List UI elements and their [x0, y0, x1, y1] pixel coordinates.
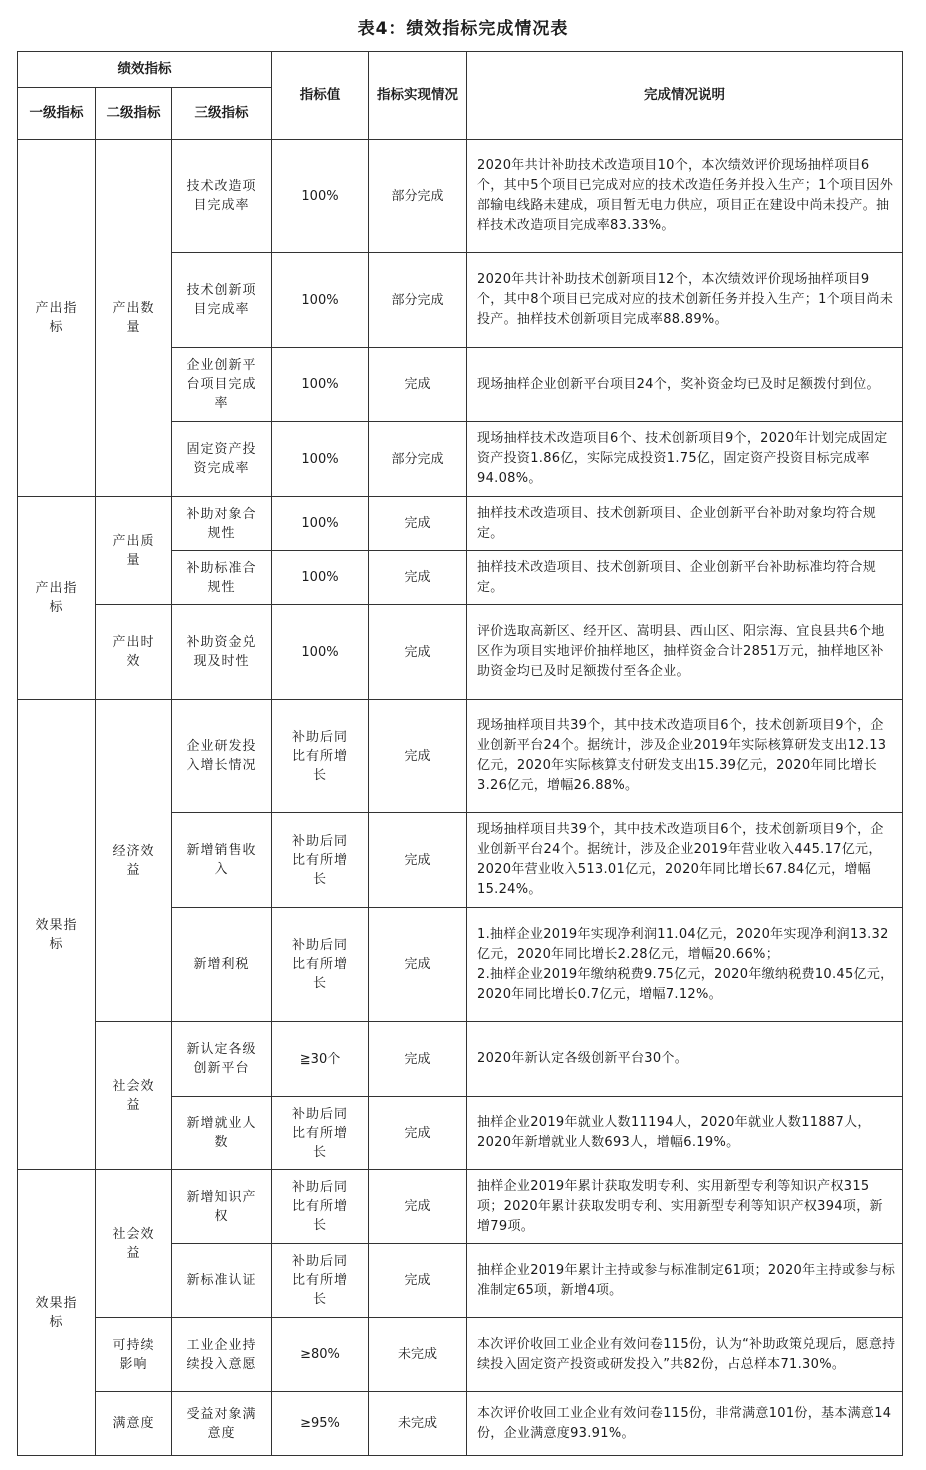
note-cell: 抽样企业2019年累计获取发明专利、实用新型专利等知识产权315项；2020年累计获取发明专利、实用新型专利等知识产权394项，新增79项。 [467, 1170, 903, 1244]
level1-cell: 产出指标 [18, 140, 96, 497]
value-cell: 100% [272, 551, 369, 605]
note-cell: 现场抽样技术改造项目6个、技术创新项目9个，2020年计划完成固定资产投资1.86亿，实际完成投资1.75亿，固定资产投资目标完成率94.08%。 [467, 422, 903, 497]
level3-cell: 新增就业人数 [172, 1097, 272, 1170]
level3-cell: 技术创新项目完成率 [172, 253, 272, 348]
level3-cell: 企业创新平台项目完成率 [172, 348, 272, 422]
status-cell: 完成 [369, 1170, 467, 1244]
table-row [18, 140, 903, 253]
level3-cell: 新认定各级创新平台 [172, 1022, 272, 1097]
header-level2: 二级指标 [96, 88, 172, 140]
note-cell: 抽样企业2019年累计主持或参与标准制定61项；2020年主持或参与标准制定65项，新增4项。 [467, 1244, 903, 1318]
level1-cell: 效果指标 [18, 1170, 96, 1456]
status-cell: 完成 [369, 348, 467, 422]
note-cell: 抽样技术改造项目、技术创新项目、企业创新平台补助标准均符合规定。 [467, 551, 903, 605]
value-cell: 100% [272, 422, 369, 497]
header-group: 绩效指标 [18, 52, 272, 88]
level3-cell: 补助对象合规性 [172, 497, 272, 551]
performance-table [17, 51, 903, 1456]
level3-cell: 新增销售收入 [172, 813, 272, 908]
note-cell: 本次评价收回工业企业有效问卷115份，非常满意101份，基本满意14份，企业满意度93.91%。 [467, 1392, 903, 1456]
status-cell: 未完成 [369, 1392, 467, 1456]
level2-cell: 产出时效 [96, 605, 172, 700]
note-cell: 现场抽样企业创新平台项目24个，奖补资金均已及时足额拨付到位。 [467, 348, 903, 422]
status-cell: 完成 [369, 497, 467, 551]
header-level1: 一级指标 [18, 88, 96, 140]
value-cell: 补助后同比有所增长 [272, 813, 369, 908]
status-cell: 完成 [369, 700, 467, 813]
note-cell: 抽样技术改造项目、技术创新项目、企业创新平台补助对象均符合规定。 [467, 497, 903, 551]
status-cell: 完成 [369, 1244, 467, 1318]
note-cell: 现场抽样项目共39个，其中技术改造项目6个，技术创新项目9个，企业创新平台24个。据统计，涉及企业2019年营业收入445.17亿元，2020年营业收入513.01亿元，2020年同比增长67.84亿元，增幅15.24%。 [467, 813, 903, 908]
level1-cell: 产出指标 [18, 497, 96, 700]
status-cell: 部分完成 [369, 140, 467, 253]
note-cell: 本次评价收回工业企业有效问卷115份，认为“补助政策兑现后，愿意持续投入固定资产投资或研发投入”共82份，占总样本71.30%。 [467, 1318, 903, 1392]
level2-cell: 可持续影响 [96, 1318, 172, 1392]
value-cell: 补助后同比有所增长 [272, 1244, 369, 1318]
value-cell: 补助后同比有所增长 [272, 908, 369, 1022]
level3-cell: 补助标准合规性 [172, 551, 272, 605]
header-note: 完成情况说明 [467, 52, 903, 140]
value-cell: 100% [272, 605, 369, 700]
note-cell: 评价选取高新区、经开区、嵩明县、西山区、阳宗海、宜良县共6个地区作为项目实地评价抽样地区，抽样资金合计2851万元，抽样地区补助资金均已及时足额拨付至各企业。 [467, 605, 903, 700]
status-cell: 未完成 [369, 1318, 467, 1392]
note-cell: 2020年新认定各级创新平台30个。 [467, 1022, 903, 1097]
status-cell: 完成 [369, 605, 467, 700]
value-cell: ≥95% [272, 1392, 369, 1456]
table-row [18, 1392, 903, 1456]
table-title: 表4：绩效指标完成情况表 [357, 19, 569, 39]
table-row [18, 700, 903, 813]
table-row [18, 497, 903, 551]
level3-cell: 新增利税 [172, 908, 272, 1022]
level2-cell: 经济效益 [96, 700, 172, 1022]
status-cell: 完成 [369, 908, 467, 1022]
table-row [18, 1170, 903, 1244]
status-cell: 完成 [369, 551, 467, 605]
note-cell: 2020年共计补助技术改造项目10个，本次绩效评价现场抽样项目6个，其中5个项目已完成对应的技术改造任务并投入生产；1个项目因外部输电线路未建成，项目暂无电力供应，项目正在建设中尚未投产。抽样技术改造项目完成率83.33%。 [467, 140, 903, 253]
level2-cell: 社会效益 [96, 1170, 172, 1318]
level3-cell: 企业研发投入增长情况 [172, 700, 272, 813]
level2-cell: 满意度 [96, 1392, 172, 1456]
level3-cell: 工业企业持续投入意愿 [172, 1318, 272, 1392]
value-cell: 100% [272, 140, 369, 253]
value-cell: ≥80% [272, 1318, 369, 1392]
value-cell: 补助后同比有所增长 [272, 1170, 369, 1244]
note-cell: 2020年共计补助技术创新项目12个，本次绩效评价现场抽样项目9个，其中8个项目已完成对应的技术创新任务并投入生产；1个项目尚未投产。抽样技术创新项目完成率88.89%。 [467, 253, 903, 348]
status-cell: 完成 [369, 813, 467, 908]
note-cell: 抽样企业2019年就业人数11194人，2020年就业人数11887人，2020年新增就业人数693人，增幅6.19%。 [467, 1097, 903, 1170]
level1-cell: 效果指标 [18, 700, 96, 1170]
table-row [18, 605, 903, 700]
status-cell: 完成 [369, 1022, 467, 1097]
level3-cell: 新标准认证 [172, 1244, 272, 1318]
value-cell: 100% [272, 348, 369, 422]
level3-cell: 补助资金兑现及时性 [172, 605, 272, 700]
value-cell: 100% [272, 497, 369, 551]
level2-cell: 产出质量 [96, 497, 172, 605]
value-cell: 补助后同比有所增长 [272, 700, 369, 813]
status-cell: 完成 [369, 1097, 467, 1170]
value-cell: 100% [272, 253, 369, 348]
note-cell: 1.抽样企业2019年实现净利润11.04亿元，2020年实现净利润13.32亿元，2020年同比增长2.28亿元，增幅20.66%； 2.抽样企业2019年缴纳税费9.75亿元，2020年缴纳税费10.45亿元，2020年同比增长0.7亿元，增幅7.12%。 [467, 908, 903, 1022]
level2-cell: 产出数量 [96, 140, 172, 497]
level3-cell: 固定资产投资完成率 [172, 422, 272, 497]
header-value: 指标值 [272, 52, 369, 140]
table-row [18, 1318, 903, 1392]
level3-cell: 受益对象满意度 [172, 1392, 272, 1456]
header-level3: 三级指标 [172, 88, 272, 140]
value-cell: 补助后同比有所增长 [272, 1097, 369, 1170]
table-row [18, 1022, 903, 1097]
level3-cell: 技术改造项目完成率 [172, 140, 272, 253]
note-cell: 现场抽样项目共39个，其中技术改造项目6个，技术创新项目9个，企业创新平台24个。据统计，涉及企业2019年实际核算研发支出12.13亿元，2020年实际核算支付研发支出15.39亿元，2020年同比增长3.26亿元，增幅26.88%。 [467, 700, 903, 813]
status-cell: 部分完成 [369, 422, 467, 497]
level2-cell: 社会效益 [96, 1022, 172, 1170]
header-status: 指标实现情况 [369, 52, 467, 140]
level3-cell: 新增知识产权 [172, 1170, 272, 1244]
value-cell: ≧30个 [272, 1022, 369, 1097]
status-cell: 部分完成 [369, 253, 467, 348]
